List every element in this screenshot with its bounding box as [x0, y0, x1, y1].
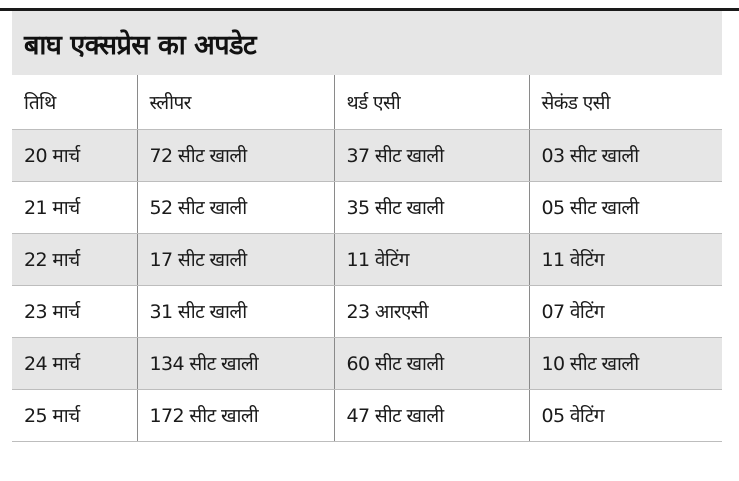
cell-second-ac: 05 सीट खाली: [529, 181, 722, 233]
cell-second-ac: 10 सीट खाली: [529, 337, 722, 389]
cell-date: 25 मार्च: [12, 389, 137, 441]
cell-sleeper: 72 सीट खाली: [137, 129, 334, 181]
cell-date: 20 मार्च: [12, 129, 137, 181]
cell-third-ac: 60 सीट खाली: [334, 337, 529, 389]
cell-date: 23 मार्च: [12, 285, 137, 337]
cell-second-ac: 07 वेटिंग: [529, 285, 722, 337]
table-row: [12, 233, 722, 285]
cell-date: 22 मार्च: [12, 233, 137, 285]
table-row: [12, 129, 722, 181]
seat-table: [12, 75, 722, 442]
cell-sleeper: 17 सीट खाली: [137, 233, 334, 285]
cell-second-ac: 03 सीट खाली: [529, 129, 722, 181]
header-date: तिथि: [12, 75, 137, 129]
cell-third-ac: 37 सीट खाली: [334, 129, 529, 181]
table-row: [12, 337, 722, 389]
cell-third-ac: 47 सीट खाली: [334, 389, 529, 441]
cell-third-ac: 35 सीट खाली: [334, 181, 529, 233]
table-title: बाघ एक्सप्रेस का अपडेट: [24, 29, 257, 61]
table-row: [12, 181, 722, 233]
header-second-ac: सेकंड एसी: [529, 75, 722, 129]
cell-second-ac: 05 वेटिंग: [529, 389, 722, 441]
title-bar: [12, 11, 722, 75]
cell-sleeper: 31 सीट खाली: [137, 285, 334, 337]
cell-second-ac: 11 वेटिंग: [529, 233, 722, 285]
cell-sleeper: 52 सीट खाली: [137, 181, 334, 233]
cell-date: 21 मार्च: [12, 181, 137, 233]
cell-third-ac: 23 आरएसी: [334, 285, 529, 337]
cell-third-ac: 11 वेटिंग: [334, 233, 529, 285]
cell-date: 24 मार्च: [12, 337, 137, 389]
table-row: [12, 285, 722, 337]
header-third-ac: थर्ड एसी: [334, 75, 529, 129]
table-header-row: [12, 75, 722, 129]
header-sleeper: स्लीपर: [137, 75, 334, 129]
table-row: [12, 389, 722, 441]
cell-sleeper: 172 सीट खाली: [137, 389, 334, 441]
cell-sleeper: 134 सीट खाली: [137, 337, 334, 389]
availability-table: [12, 11, 722, 442]
